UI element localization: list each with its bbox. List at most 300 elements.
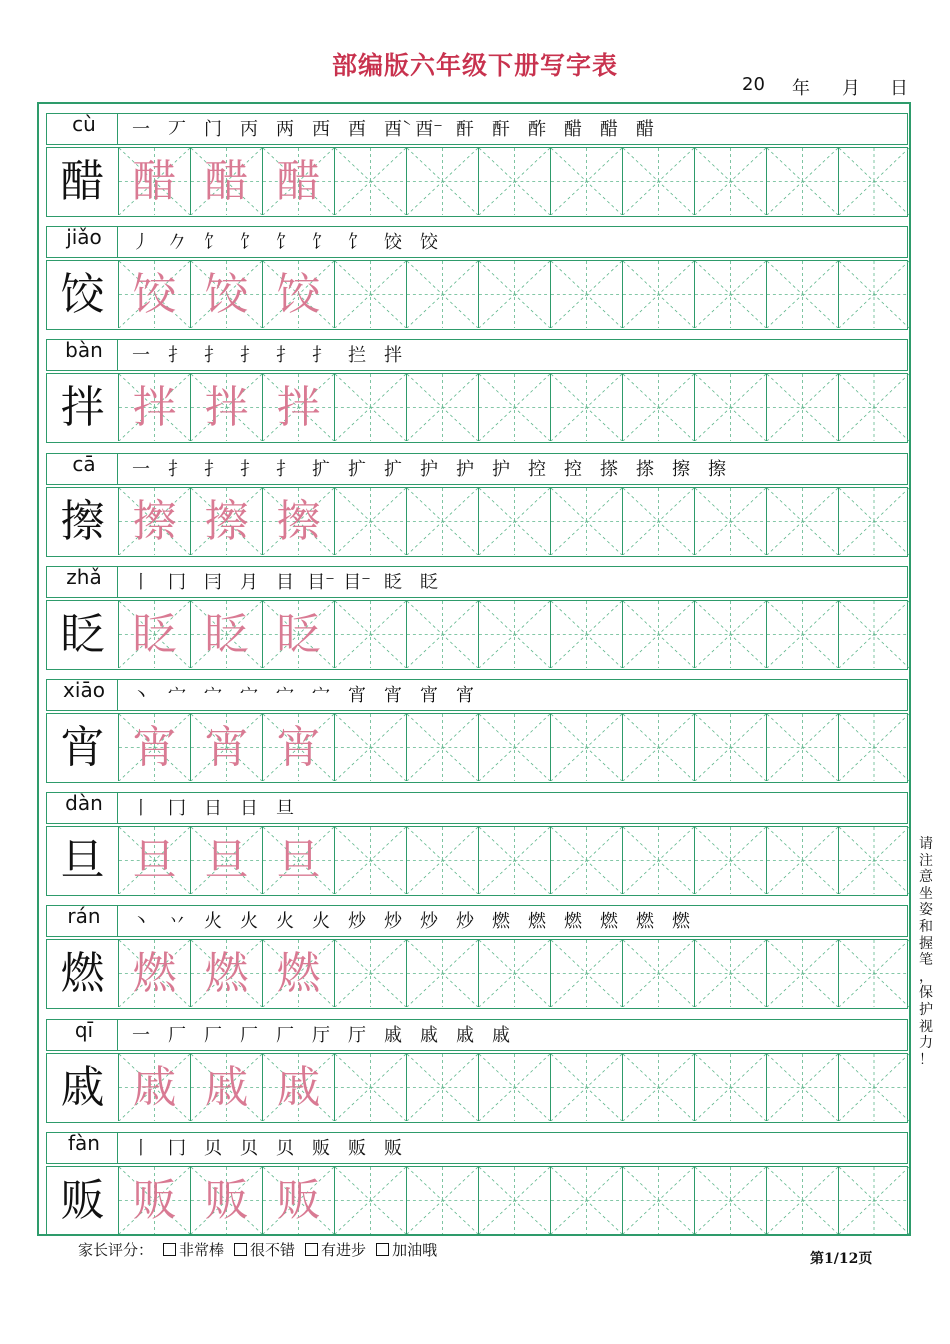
tian-grid-icon (839, 374, 909, 441)
practice-cell[interactable] (839, 1054, 909, 1121)
practice-cell[interactable] (551, 601, 623, 668)
tian-grid-icon (407, 1167, 478, 1234)
trace-character-cell[interactable] (191, 1167, 263, 1234)
stroke-step: 冂 (168, 1137, 186, 1159)
stroke-step: 醋 (600, 119, 618, 140)
model-character-cell[interactable] (47, 1054, 119, 1121)
tian-grid-icon (335, 827, 406, 894)
stroke-step: 饺 (384, 232, 402, 254)
practice-cell[interactable] (767, 1054, 839, 1121)
practice-cell[interactable] (695, 374, 767, 441)
stroke-step: 燃 (600, 911, 618, 933)
practice-cell[interactable] (551, 488, 623, 555)
trace-character: 旦 (276, 835, 321, 887)
trace-character: 擦 (204, 495, 249, 547)
practice-cell[interactable] (335, 1054, 407, 1121)
pinyin-row (46, 113, 908, 145)
practice-cell[interactable] (767, 148, 839, 215)
writing-row (46, 147, 908, 217)
tian-grid-icon (335, 1054, 406, 1121)
side-note-glyph: 坐 (919, 885, 933, 902)
tian-grid-icon (623, 488, 694, 555)
practice-cell[interactable] (407, 714, 479, 781)
trace-character: 醋 (204, 156, 249, 207)
tian-grid-icon (695, 488, 766, 555)
checkbox-icon[interactable] (234, 1243, 247, 1256)
tian-grid-icon (623, 1054, 694, 1121)
practice-cell[interactable] (551, 827, 623, 894)
side-note-glyph: 姿 (919, 902, 933, 919)
stroke-step: 厂 (276, 1024, 294, 1046)
practice-cell[interactable] (479, 1054, 551, 1121)
practice-cell[interactable] (695, 827, 767, 894)
trace-character-cell[interactable] (119, 261, 191, 328)
trace-character-cell[interactable] (119, 374, 191, 441)
practice-cell[interactable] (623, 1054, 695, 1121)
practice-cell[interactable] (623, 827, 695, 894)
practice-cell[interactable] (551, 148, 623, 215)
stroke-step: 扌 (168, 458, 186, 480)
trace-character: 戚 (204, 1061, 249, 1113)
checkbox-icon[interactable] (163, 1243, 176, 1256)
tian-grid-icon (551, 488, 622, 555)
tian-grid-icon (767, 148, 838, 215)
trace-character: 拌 (204, 382, 249, 434)
writing-row (46, 487, 908, 557)
practice-cell[interactable] (479, 940, 551, 1007)
pinyin-label: bàn (65, 338, 103, 363)
side-note-glyph: 保 (919, 985, 933, 1002)
practice-cell[interactable] (695, 940, 767, 1007)
trace-character-cell[interactable] (119, 488, 191, 555)
practice-cell[interactable] (479, 601, 551, 668)
checkbox-icon[interactable] (376, 1243, 389, 1256)
practice-cell[interactable] (335, 488, 407, 555)
model-character-cell[interactable] (47, 1167, 119, 1234)
stroke-order (123, 229, 447, 257)
tian-grid-icon (551, 1167, 622, 1234)
practice-cell[interactable] (695, 1167, 767, 1234)
tian-grid-icon (407, 261, 478, 328)
trace-character-cell[interactable] (263, 1167, 335, 1234)
stroke-step: 丨 (132, 571, 150, 593)
model-character-cell[interactable] (47, 374, 119, 441)
stroke-step: 扌 (168, 345, 186, 367)
practice-cell[interactable] (623, 488, 695, 555)
stroke-step: 戚 (384, 1024, 402, 1046)
trace-character-cell[interactable] (191, 1054, 263, 1121)
model-character: 戚 (60, 1061, 105, 1113)
tian-grid-icon (551, 374, 622, 441)
writing-row (46, 600, 908, 670)
stroke-order (123, 908, 699, 936)
side-note-glyph: 意 (919, 869, 933, 886)
practice-cell[interactable] (407, 1167, 479, 1234)
model-character-cell[interactable] (47, 940, 119, 1007)
character-block (46, 792, 908, 896)
side-note-glyph: 请 (919, 836, 933, 852)
stroke-order (123, 342, 411, 370)
stroke-step: 炒 (456, 911, 474, 933)
trace-character-cell[interactable] (191, 827, 263, 894)
tian-grid-icon (335, 374, 406, 441)
stroke-step: 扩 (384, 458, 402, 480)
character-block (46, 1132, 908, 1236)
side-note-glyph: ！ (919, 1051, 933, 1068)
stroke-step: 扌 (312, 345, 330, 367)
trace-character-cell[interactable] (191, 714, 263, 781)
stroke-step: 搽 (600, 458, 618, 480)
practice-cell[interactable] (335, 261, 407, 328)
trace-character: 戚 (276, 1061, 321, 1113)
character-block (46, 453, 908, 557)
practice-cell[interactable] (695, 714, 767, 781)
tian-grid-icon (335, 261, 406, 328)
rating-option-excellent[interactable]: 非常棒 (163, 1239, 224, 1260)
practice-cell[interactable] (335, 940, 407, 1007)
practice-cell[interactable] (335, 601, 407, 668)
stroke-step: 醋 (636, 119, 654, 140)
pinyin-row (46, 226, 908, 258)
side-note (916, 836, 936, 1068)
tian-grid-icon (407, 827, 478, 894)
stroke-step: 燃 (636, 911, 654, 933)
trace-character: 擦 (132, 495, 177, 547)
side-note-glyph: 视 (919, 1018, 933, 1035)
trace-character: 宵 (204, 722, 249, 773)
tian-grid-icon (623, 714, 694, 781)
practice-cell[interactable] (407, 1054, 479, 1121)
practice-cell[interactable] (767, 940, 839, 1007)
tian-grid-icon (839, 601, 909, 668)
tian-grid-icon (839, 261, 909, 328)
trace-character-cell[interactable] (263, 714, 335, 781)
stroke-step: 燃 (672, 911, 690, 933)
trace-character: 宵 (276, 722, 321, 773)
model-character-cell[interactable] (47, 488, 119, 555)
stroke-step: 贝 (204, 1137, 222, 1159)
model-character-cell[interactable] (47, 148, 119, 215)
practice-cell[interactable] (839, 374, 909, 441)
model-character-cell[interactable] (47, 714, 119, 781)
practice-cell[interactable] (479, 1167, 551, 1234)
practice-cell[interactable] (695, 148, 767, 215)
trace-character-cell[interactable] (263, 148, 335, 215)
practice-cell[interactable] (695, 1054, 767, 1121)
stroke-step: 眨 (384, 571, 402, 593)
trace-character: 戚 (132, 1061, 177, 1113)
tian-grid-icon (623, 827, 694, 894)
pinyin-label: fàn (68, 1130, 100, 1155)
stroke-step: 火 (312, 911, 330, 933)
tian-grid-icon (479, 601, 550, 668)
practice-cell[interactable] (839, 714, 909, 781)
practice-cell[interactable] (407, 827, 479, 894)
page-number: 第1/12页 (810, 1251, 873, 1267)
trace-character-cell[interactable] (263, 827, 335, 894)
tian-grid-icon (335, 714, 406, 781)
tian-grid-icon (623, 261, 694, 328)
trace-character-cell[interactable] (191, 488, 263, 555)
tian-grid-icon (623, 601, 694, 668)
practice-cell[interactable] (695, 488, 767, 555)
tian-grid-icon (839, 827, 909, 894)
practice-cell[interactable] (623, 601, 695, 668)
stroke-step: 贝 (276, 1137, 294, 1159)
trace-character-cell[interactable] (119, 601, 191, 668)
trace-character-cell[interactable] (263, 374, 335, 441)
practice-cell[interactable] (335, 827, 407, 894)
trace-character: 醋 (276, 156, 321, 207)
stroke-step: 宀 (240, 685, 258, 706)
pinyin-divider (117, 227, 118, 257)
side-note-glyph: 力 (919, 1035, 933, 1052)
pinyin-divider (117, 567, 118, 597)
tian-grid-icon (695, 1054, 766, 1121)
tian-grid-icon (335, 940, 406, 1007)
practice-cell[interactable] (407, 601, 479, 668)
practice-cell[interactable] (623, 148, 695, 215)
stroke-step: 门 (204, 119, 222, 140)
pinyin-row (46, 453, 908, 485)
tian-grid-icon (695, 261, 766, 328)
practice-cell[interactable] (839, 827, 909, 894)
practice-cell[interactable] (767, 827, 839, 894)
stroke-step: 扌 (276, 345, 294, 367)
pinyin-label: qī (74, 1017, 94, 1042)
tian-grid-icon (767, 940, 838, 1007)
practice-cell[interactable] (407, 940, 479, 1007)
stroke-order (123, 1135, 411, 1163)
practice-cell[interactable] (551, 1054, 623, 1121)
stroke-step: 目⁻ (343, 571, 371, 593)
stroke-step: 炒 (348, 911, 366, 933)
practice-cell[interactable] (623, 374, 695, 441)
trace-character: 饺 (276, 269, 321, 321)
tian-grid-icon (695, 1167, 766, 1234)
stroke-step: 厂 (168, 1024, 186, 1046)
pinyin-row (46, 1019, 908, 1051)
stroke-step: 扌 (276, 458, 294, 480)
practice-cell[interactable] (623, 940, 695, 1007)
tian-grid-icon (695, 714, 766, 781)
trace-character-cell[interactable] (263, 1054, 335, 1121)
trace-character-cell[interactable] (263, 488, 335, 555)
pinyin-row (46, 792, 908, 824)
tian-grid-icon (407, 601, 478, 668)
trace-character-cell[interactable] (119, 940, 191, 1007)
date-month-label: 月 (842, 78, 860, 99)
writing-row (46, 260, 908, 330)
stroke-step: 目⁻ (307, 571, 335, 593)
practice-cell[interactable] (623, 261, 695, 328)
side-note-glyph: 护 (919, 1001, 933, 1018)
practice-cell[interactable] (767, 488, 839, 555)
writing-row (46, 826, 908, 896)
practice-cell[interactable] (479, 261, 551, 328)
practice-cell[interactable] (839, 488, 909, 555)
practice-cell[interactable] (839, 1167, 909, 1234)
stroke-step: 拦 (348, 345, 366, 367)
practice-cell[interactable] (479, 714, 551, 781)
practice-cell[interactable] (407, 261, 479, 328)
tian-grid-icon (551, 714, 622, 781)
stroke-step: 宀 (168, 685, 186, 706)
pinyin-label: cā (72, 451, 96, 476)
stroke-step: 冃 (204, 571, 222, 593)
stroke-step: 两 (276, 119, 294, 140)
tian-grid-icon (695, 374, 766, 441)
pinyin-label: jiǎo (66, 225, 102, 250)
trace-character-cell[interactable] (119, 827, 191, 894)
tian-grid-icon (623, 940, 694, 1007)
practice-cell[interactable] (839, 261, 909, 328)
stroke-step: 护 (492, 458, 510, 480)
model-character-cell[interactable] (47, 261, 119, 328)
practice-cell[interactable] (335, 374, 407, 441)
stroke-step: 丿 (132, 232, 150, 254)
character-block (46, 679, 908, 783)
stroke-order (123, 569, 447, 597)
trace-character-cell[interactable] (119, 1054, 191, 1121)
trace-character-cell[interactable] (119, 148, 191, 215)
pinyin-label: xiāo (63, 678, 105, 702)
tian-grid-icon (695, 601, 766, 668)
tian-grid-icon (479, 148, 550, 215)
tian-grid-icon (479, 1054, 550, 1121)
practice-cell[interactable] (407, 488, 479, 555)
tian-grid-icon (479, 488, 550, 555)
practice-cell[interactable] (551, 1167, 623, 1234)
practice-cell[interactable] (767, 714, 839, 781)
practice-cell[interactable] (407, 374, 479, 441)
practice-cell[interactable] (479, 374, 551, 441)
tian-grid-icon (839, 148, 909, 215)
stroke-step: 火 (276, 911, 294, 933)
practice-cell[interactable] (695, 261, 767, 328)
pinyin-divider (117, 906, 118, 936)
practice-cell[interactable] (839, 940, 909, 1007)
rating-option-improved[interactable]: 有进步 (305, 1239, 366, 1260)
practice-cell[interactable] (839, 601, 909, 668)
stroke-step: 冂 (168, 571, 186, 593)
rating-option-good[interactable]: 很不错 (234, 1239, 295, 1260)
stroke-step: 月 (240, 571, 258, 593)
model-character-cell[interactable] (47, 601, 119, 668)
practice-cell[interactable] (551, 940, 623, 1007)
model-character: 燃 (60, 948, 105, 1000)
stroke-step: 搽 (636, 458, 654, 480)
trace-character: 燃 (204, 948, 249, 1000)
practice-cell[interactable] (479, 488, 551, 555)
stroke-step: 一 (132, 119, 150, 140)
writing-row (46, 1166, 908, 1236)
practice-cell[interactable] (767, 261, 839, 328)
tian-grid-icon (407, 714, 478, 781)
practice-cell[interactable] (407, 148, 479, 215)
trace-character: 拌 (132, 382, 177, 434)
trace-character-cell[interactable] (119, 1167, 191, 1234)
trace-character-cell[interactable] (263, 261, 335, 328)
tian-grid-icon (767, 374, 838, 441)
practice-cell[interactable] (695, 601, 767, 668)
tian-grid-icon (335, 148, 406, 215)
model-character: 宵 (60, 722, 105, 773)
stroke-step: 酉 (348, 119, 366, 140)
practice-cell[interactable] (335, 714, 407, 781)
practice-cell[interactable] (767, 374, 839, 441)
rating-option-keep-going[interactable]: 加油哦 (376, 1239, 437, 1260)
practice-cell[interactable] (551, 714, 623, 781)
trace-character-cell[interactable] (263, 940, 335, 1007)
trace-character: 饺 (204, 269, 249, 321)
stroke-order (123, 116, 663, 144)
trace-character: 旦 (204, 835, 249, 887)
stroke-step: 一 (132, 1024, 150, 1046)
model-character: 眨 (60, 608, 105, 660)
trace-character: 燃 (276, 948, 321, 1000)
practice-cell[interactable] (551, 261, 623, 328)
stroke-step: 丨 (132, 798, 150, 820)
model-character-cell[interactable] (47, 827, 119, 894)
practice-cell[interactable] (623, 714, 695, 781)
practice-cell[interactable] (335, 148, 407, 215)
trace-character-cell[interactable] (191, 601, 263, 668)
tian-grid-icon (479, 827, 550, 894)
stroke-step: 宀 (312, 685, 330, 706)
stroke-step: 控 (564, 458, 582, 480)
stroke-step: 酉̀ (384, 119, 402, 140)
stroke-step: 饣 (204, 232, 222, 254)
practice-cell[interactable] (335, 1167, 407, 1234)
pinyin-divider (117, 1133, 118, 1163)
tian-grid-icon (479, 940, 550, 1007)
date-year-prefix: 20 (742, 74, 765, 95)
tian-grid-icon (623, 374, 694, 441)
pinyin-divider (117, 1020, 118, 1050)
practice-cell[interactable] (479, 827, 551, 894)
practice-cell[interactable] (839, 148, 909, 215)
practice-cell[interactable] (767, 601, 839, 668)
tian-grid-icon (839, 1167, 909, 1234)
model-character: 贩 (60, 1174, 105, 1226)
trace-character-cell[interactable] (191, 261, 263, 328)
tian-grid-icon (767, 1054, 838, 1121)
practice-cell[interactable] (479, 148, 551, 215)
pinyin-divider (117, 680, 118, 710)
stroke-step: 饣 (240, 232, 258, 254)
trace-character-cell[interactable] (191, 374, 263, 441)
practice-cell[interactable] (623, 1167, 695, 1234)
tian-grid-icon (767, 1167, 838, 1234)
trace-character-cell[interactable] (119, 714, 191, 781)
stroke-step: 燃 (528, 911, 546, 933)
pinyin-row (46, 679, 908, 711)
stroke-step: 饣 (276, 232, 294, 254)
checkbox-icon[interactable] (305, 1243, 318, 1256)
stroke-step: 贩 (348, 1137, 366, 1159)
tian-grid-icon (479, 714, 550, 781)
tian-grid-icon (335, 488, 406, 555)
date-year-label: 年 (792, 78, 810, 99)
practice-cell[interactable] (767, 1167, 839, 1234)
trace-character-cell[interactable] (191, 148, 263, 215)
trace-character-cell[interactable] (191, 940, 263, 1007)
practice-cell[interactable] (551, 374, 623, 441)
stroke-step: 拌 (384, 345, 402, 367)
trace-character-cell[interactable] (263, 601, 335, 668)
stroke-step: 控 (528, 458, 546, 480)
